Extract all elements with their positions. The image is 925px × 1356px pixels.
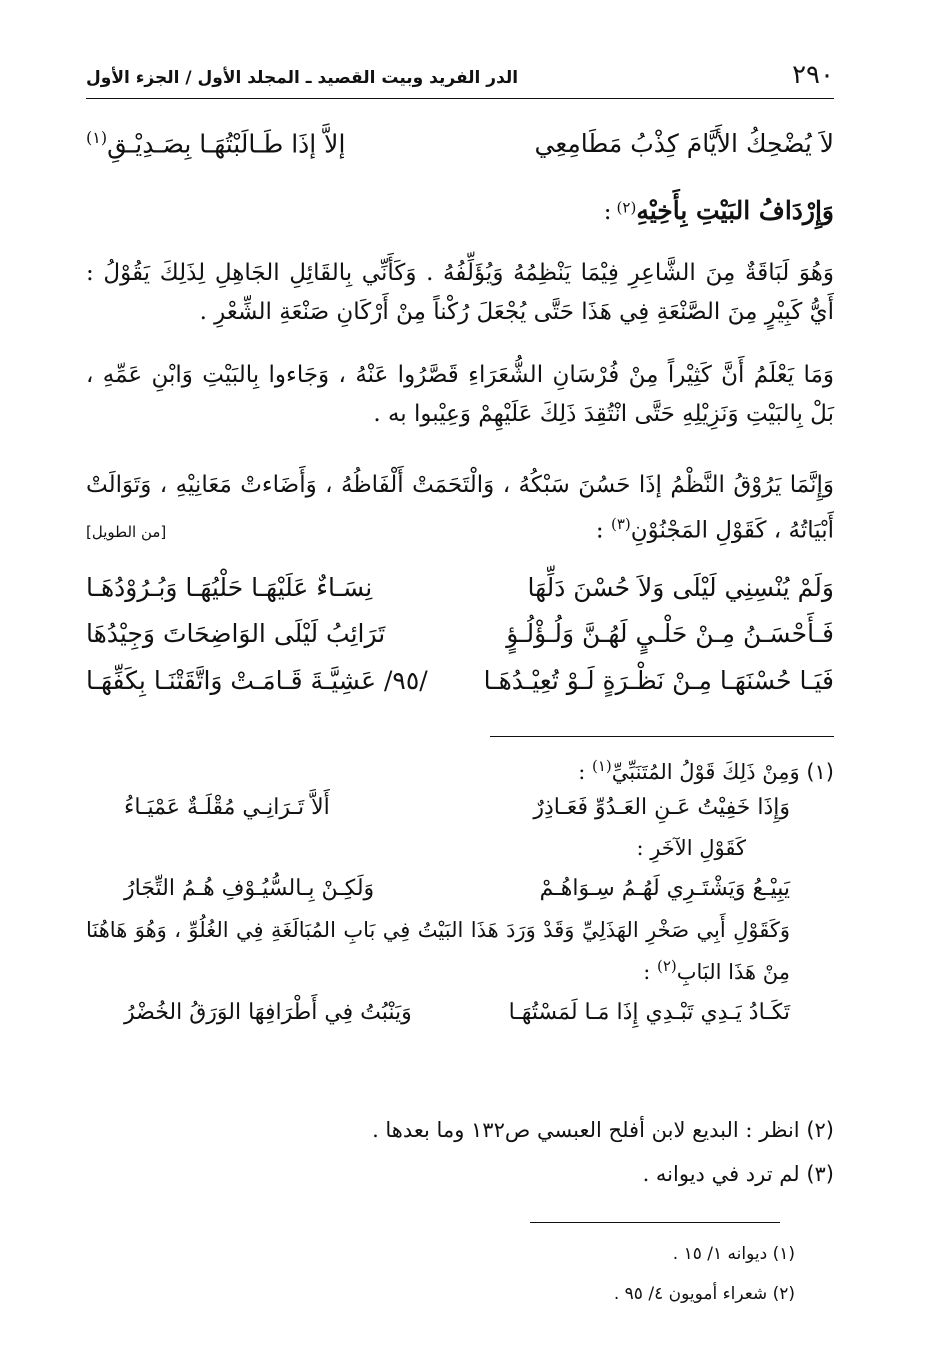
footnote-3 <box>86 1160 834 1189</box>
paragraph-3-colon: : <box>595 517 604 544</box>
page-header <box>86 60 834 99</box>
poem-line <box>86 618 834 649</box>
verse-hemistich-left: نِسَـاءٌ عَلَيْهَـا حَلْيُهَـا وَبُـرُوْدُهَـا <box>86 573 373 602</box>
poem-line <box>86 572 834 603</box>
verse-hemistich-left: /٩٥/ عَشِيَّـةَ قَـامَـتْ وَاتَّقَتْنَـا بِكَفِّهَـا <box>86 665 428 695</box>
verse-hemistich-right: وَإِذَا خَفِيْتُ عَـنِ العَـدُوِّ فَعَـاذِرٌ <box>533 795 790 821</box>
footnote-separator <box>490 736 834 737</box>
verse-hemistich-right: فَيَـا حُسْنَهَـا مِـنْ نَظْـرَةٍ لَـوْ تُعِيْـدُهَـا <box>483 665 834 695</box>
footnote-text: انظر : البديع لابن أفلح العبسي ص١٣٢ وما بعدها . <box>372 1118 800 1142</box>
section-heading-line <box>86 196 834 225</box>
verse-hemistich-right: وَلَمْ يُنْسِنِي لَيْلَى وَلاَ حُسْنَ دَلِّهَا <box>527 573 834 602</box>
footnote-marker: (٢) <box>656 957 677 976</box>
meter-label: [من الطويل] <box>86 523 167 541</box>
verse-hemistich-right: تَكَـادُ يَـدِي تَبْـدِي إِذَا مَـا لَمَسْتُهَـا <box>508 1000 790 1026</box>
footnote-number: (١) <box>806 760 834 784</box>
opening-verse <box>86 128 834 160</box>
page-number: ٢٩٠ <box>792 60 834 90</box>
running-title: الدر الفريد وبيت القصيد ـ المجلد الأول / الجزء الأول <box>86 68 519 88</box>
verse-hemistich-left: وَيَنْبُتُ فِي أَطْرَافِهَا الوَرَقُ الخُضْرُ <box>124 1000 412 1026</box>
footnote-1: (١) وَمِنْ ذَلِكَ قَوْلُ المُتَنَبِّيِّ$^{(١)}$ : وَإِذَا خَفِيْتُ عَـنِ العَـدُوِّ فَعَـاذِرٌ أَلاَّ تَـرَانِـي مُقْلَـةٌ عَمْيَـاءُ كَقَوْلِ الآخَرِ : يَبِيْـعُ وَيَشْتَـرِي لَهُـمُ سِـوَاهُـمْ وَلَكِـنْ بِـالسُّيُـوْفِ هُـمُ التِّجَارُ وَكَقَوْلِ أَبِي صَخْرِ الهَذَلِيِّ وَقَدْ وَرَدَ هَذَا البَيْتُ فِي بَابِ المُبَالَغَةِ فِي الغُلُوِّ ، وَهُوَ هَاهُنَا مِنْ هَذَا البَابِ$^{(٢)}$ : تَكَـادُ يَـدِي تَبْـدِي إِذَا مَـا لَمَسْتُهَـا وَيَنْبُتُ فِي أَطْرَافِهَا الوَرَقُ الخُضْرُ <box>86 756 834 1029</box>
heading-colon: : <box>603 199 612 225</box>
footnote-verse <box>124 874 790 905</box>
paragraph-3 <box>86 466 834 551</box>
verse-hemistich-right: يَبِيْـعُ وَيَشْتَـرِي لَهُـمُ سِـوَاهُـمْ <box>539 875 790 901</box>
verse-hemistich-left: تَرَائِبُ لَيْلَى الوَاضِحَاتَ وَجِيْدُهَا <box>86 619 386 649</box>
footnote-marker: (١) <box>591 757 612 775</box>
verse-hemistich-right: لاَ يُضْحِكُ الأَيَّامَ كِذْبُ مَطَامِعِي <box>534 129 834 158</box>
footnote-verse <box>124 998 790 1029</box>
verse-hemistich-left: إلاَّ إذَا طَـالَبْتُهَـا بِصَـدِيْـقِ$^{(١)}$ <box>86 128 346 159</box>
footnote-marker: (١) <box>86 128 108 147</box>
footnote-text: وَمِنْ ذَلِكَ قَوْلُ المُتَنَبِّيِّ <box>611 760 800 784</box>
footnote-text: لم ترد في ديوانه . <box>642 1162 800 1186</box>
subnote-1: (١) ديوانه ١/ ١٥ . <box>672 1244 795 1264</box>
footnote-verse <box>124 793 790 824</box>
footnote-marker: (٣) <box>610 515 631 533</box>
section-heading: وَإِرْدَافُ البَيْتِ بِأَخِيْهِ <box>636 196 834 225</box>
poem-line <box>86 665 834 696</box>
footnote-marker: (٢) <box>616 198 637 217</box>
paragraph-1: وَهُوَ لَبَاقَةٌ مِنَ الشَّاعِرِ فِيْمَا يَنْظِمُهُ وَيُؤَلِّفُهُ . وَكَأَنِّي بِالقَائِلِ الجَاهِلِ لِذَلِكَ يَقُوْلُ : أَيُّ كَبِيْرٍ مِنَ الصَّنْعَةِ فِي هَذَا حَتَّى يُجْعَلَ رُكْناً مِنْ أَرْكَانِ صَنْعَةِ الشِّعْرِ . <box>86 260 834 325</box>
footnote-text: كَقَوْلِ الآخَرِ : <box>636 836 746 861</box>
footnote-paragraph: وَكَقَوْلِ أَبِي صَخْرِ الهَذَلِيِّ وَقَدْ وَرَدَ هَذَا البَيْتُ فِي بَابِ المُبَالَغَةِ فِي الغُلُوِّ ، وَهُوَ هَاهُنَا مِنْ هَذَا البَابِ$^{(٢)}$ : <box>86 918 790 985</box>
footnote-number: (٢) <box>806 1118 834 1142</box>
subnote-2: (٢) شعراء أمويون ٤/ ٩٥ . <box>613 1284 795 1304</box>
poem <box>86 572 834 696</box>
footnote-number: (٣) <box>806 1162 834 1186</box>
verse-hemistich-right: فَـأَحْسَـنُ مِـنْ حَلْـيٍ لَهُـنَّ وَلُـؤْلُـؤٍ <box>506 619 834 649</box>
footnote-2 <box>86 1116 834 1145</box>
paragraph-3-text: وَإِنَّمَا يَرُوْقُ النَّظْمُ إذَا حَسُنَ سَبْكُهُ ، وَالْتَحَمَتْ أَلْفَاظُهُ ، وَأَضَاءتْ مَعَانِيْهِ ، وَتَوَالَتْ أَبْيَاتُهُ ، كَقَوْلِ المَجْنُوْنِ <box>86 472 834 544</box>
paragraph-2: وَمَا يَعْلَمُ أَنَّ كَثِيْراً مِنْ فُرْسَانِ الشُّعَرَاءِ قَصَّرُوا عَنْهُ ، وَجَاءوا بِالبَيْتِ وَابْنِ عَمِّهِ ، بَلْ بِالبَيْتِ وَنَزِيْلِهِ حَتَّى انْتُقِدَ ذَلِكَ عَلَيْهِمْ وَعِيْبوا به . <box>86 362 834 427</box>
verse-hemistich-left: أَلاَّ تَـرَانِـي مُقْلَـةٌ عَمْيَـاءُ <box>124 795 330 821</box>
verse-hemistich-left: وَلَكِـنْ بِـالسُّيُـوْفِ هُـمُ التِّجَارُ <box>124 875 375 901</box>
subnote-separator <box>530 1222 780 1223</box>
